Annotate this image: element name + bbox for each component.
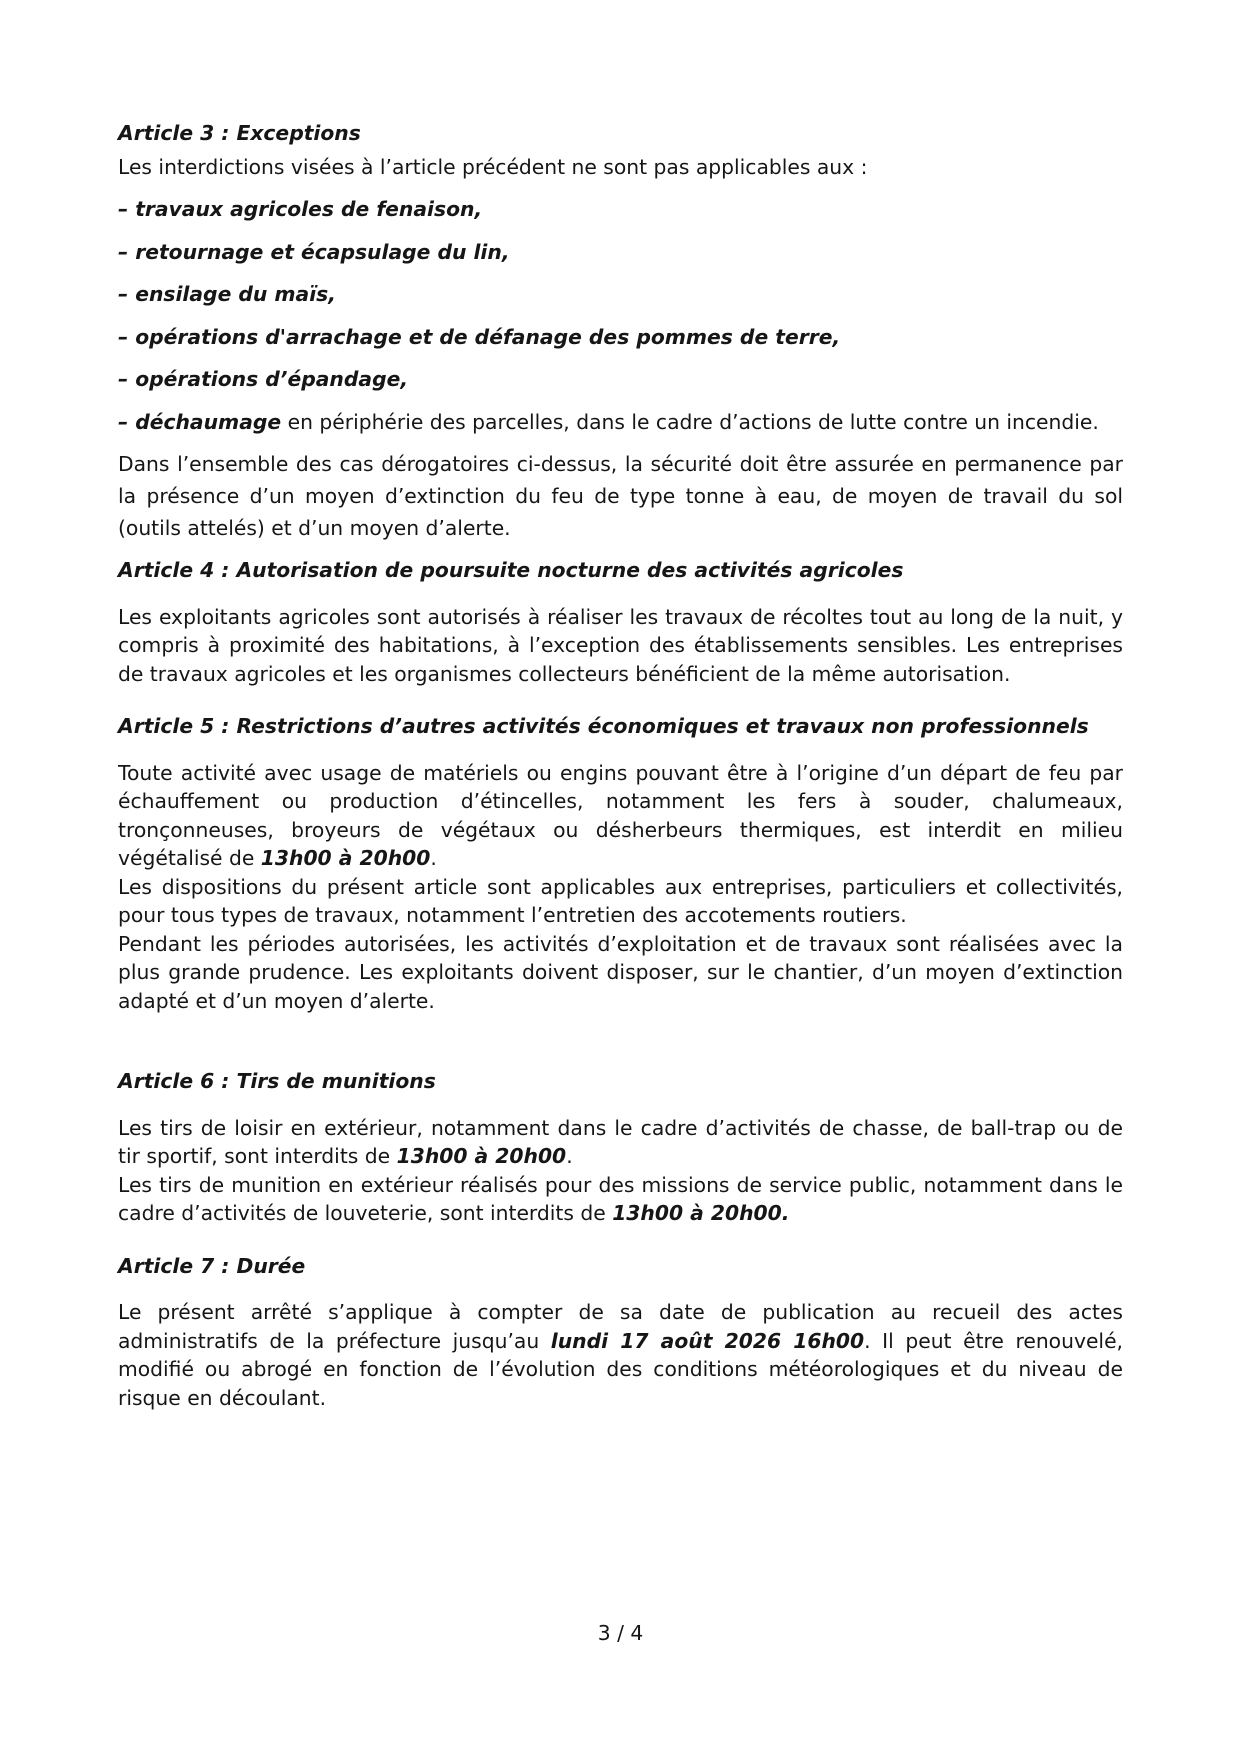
exception-item-last-bold: – déchaumage [118, 409, 282, 434]
page-number: 3 / 4 [597, 1621, 644, 1645]
article-4-body: Les exploitants agricoles sont autorisés à réaliser les travaux de récoltes tout au long de la nuit, y compris à proximité des habitations, à l’exception des établissements sensibles. Les entreprises de travaux agricoles et les organismes collecteurs bénéficient de la même autorisation. [118, 604, 1123, 686]
exception-item: – retournage et écapsulage du lin, [118, 239, 510, 264]
article-6-hours-2: 13h00 à 20h00. [612, 1201, 790, 1225]
article-6-heading: Article 6 : Tirs de munitions [118, 1069, 436, 1093]
article-6-paragraph-1 [118, 1114, 1123, 1171]
exception-item-last [118, 408, 1123, 437]
article-7-end-date: lundi 17 août 2026 16h00 [550, 1328, 865, 1353]
article-4-heading: Article 4 : Autorisation de poursuite nocturne des activités agricoles [118, 558, 904, 582]
article-6-paragraph-2-text: Les tirs de munition en extérieur réalisés pour des missions de service public, notamment dans le cadre d’activités de louveterie, sont interdits de [118, 1172, 1123, 1225]
document-page [118, 119, 1123, 1412]
article-5-paragraph-1 [118, 759, 1123, 873]
article-5-paragraph-2: Les dispositions du présent article sont applicables aux entreprises, particuliers et collectivités, pour tous types de travaux, notamment l’entretien des accotements routiers. [118, 874, 1123, 927]
article-7-heading: Article 7 : Durée [118, 1253, 306, 1278]
article-6-paragraph-1-end: . [566, 1144, 573, 1168]
article-7-paragraph [118, 1298, 1123, 1412]
article-3-heading: Article 3 : Exceptions [118, 121, 361, 145]
article-5-paragraph-3: Pendant les périodes autorisées, les activités d’exploitation et de travaux sont réalisées avec la plus grande prudence. Les exploitants doivent disposer, sur le chantier, d’un moyen d’extinction adapté et d’un moyen d’alerte. [118, 931, 1123, 1013]
article-5-paragraph-1-text: Toute activité avec usage de matériels ou engins pouvant être à l’origine d’un départ de feu par échauffement ou production d’étincelles, notamment les fers à souder, chalumeaux, tronçonneuses, broyeurs de végétaux ou désherbeurs thermiques, est interdit en milieu végétalisé de [118, 760, 1123, 870]
article-3-intro: Les interdictions visées à l’article précédent ne sont pas applicables aux : [118, 154, 868, 179]
exception-item: – ensilage du maïs, [118, 282, 336, 306]
article-5-hours: 13h00 à 20h00 [260, 846, 431, 870]
exception-item: – travaux agricoles de fenaison, [118, 197, 483, 221]
article-7-paragraph-text: Le présent arrêté s’applique à compter de sa date de publication au recueil des actes administratifs de la préfecture jusqu’au [118, 1300, 1123, 1353]
article-6-paragraph-2 [118, 1171, 1123, 1228]
article-6-hours: 13h00 à 20h00 [396, 1144, 567, 1168]
exception-item: – opérations d’épandage, [118, 367, 409, 391]
exception-item-last-rest: en périphérie des parcelles, dans le cadre d’actions de lutte contre un incendie. [281, 409, 1099, 434]
exception-item: – opérations d'arrachage et de défanage des pommes de terre, [118, 324, 841, 349]
article-6-paragraph-1-text: Les tirs de loisir en extérieur, notamment dans le cadre d’activités de chasse, de ball-trap ou de tir sportif, sont interdits de [118, 1115, 1123, 1168]
article-5-heading: Article 5 : Restrictions d’autres activités économiques et travaux non professionnels [118, 714, 1089, 738]
article-7-paragraph-end: . Il peut être renouvelé, modifié ou abrogé en fonction de l’évolution des conditions météorologiques et du niveau de risque en découlant. [118, 1328, 1123, 1410]
article-5-paragraph-1-end: . [430, 846, 437, 870]
article-3-closing: Dans l’ensemble des cas dérogatoires ci-dessus, la sécurité doit être assurée en permanence par la présence d’un moyen d’extinction du feu de type tonne à eau, de moyen de travail du sol (outils attelés) et d’un moyen d’alerte. [118, 452, 1123, 540]
